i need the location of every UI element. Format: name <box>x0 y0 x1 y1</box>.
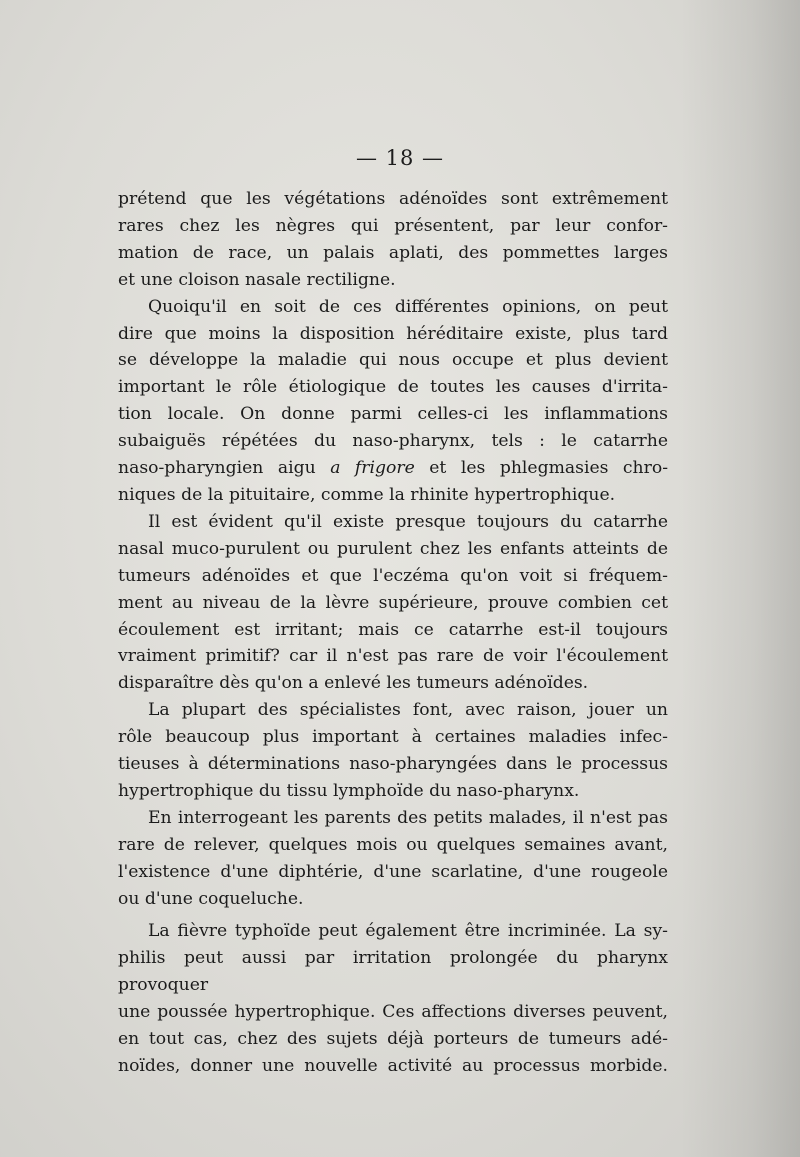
text-line: rôle beaucoup plus important à certaines maladies infec- <box>118 727 668 748</box>
text-line: tumeurs adénoïdes et que l'eczéma qu'on voit si fréquem- <box>118 565 668 586</box>
paragraph-4 <box>118 697 668 805</box>
text-line: en tout cas, chez des sujets déjà porteurs de tumeurs adé- <box>118 1029 668 1050</box>
text-line: niques de la pituitaire, comme la rhinite hypertrophique. <box>118 484 616 505</box>
text-line: écoulement est irritant; mais ce catarrhe est-il toujours <box>118 619 668 640</box>
paragraph-6 <box>118 918 668 1079</box>
paragraph-2 <box>118 294 668 509</box>
text-line: important le rôle étiologique de toutes les causes d'irrita- <box>118 377 668 398</box>
body-text <box>118 186 668 1080</box>
page-number: — 18 — <box>355 146 445 170</box>
italic-phrase: a frigore <box>330 458 415 479</box>
text-line: dire que moins la disposition héréditaire existe, plus tard <box>118 323 668 344</box>
text-line: et une cloison nasale rectiligne. <box>118 269 396 290</box>
text-line: La plupart des spécialistes font, avec raison, jouer un <box>148 700 668 721</box>
text-line: tion locale. On donne parmi celles-ci les inflammations <box>118 404 668 425</box>
text-line: Quoiqu'il en soit de ces différentes opinions, on peut <box>148 296 668 317</box>
paragraph-3 <box>118 509 668 697</box>
text-line: l'existence d'une diphtérie, d'une scarlatine, d'une rougeole <box>118 861 668 882</box>
text-line: Il est évident qu'il existe presque toujours du catarrhe <box>148 511 668 532</box>
text-line: ou d'une coqueluche. <box>118 888 304 909</box>
text-line: tieuses à déterminations naso-pharyngées dans le processus <box>118 754 668 775</box>
text-line: disparaître dès qu'on a enlevé les tumeurs adénoïdes. <box>118 673 589 694</box>
text-line: En interrogeant les parents des petits malades, il n'est pas <box>148 807 668 828</box>
text-line: prétend que les végétations adénoïdes sont extrêmement <box>118 189 668 209</box>
paragraph-5 <box>118 805 668 913</box>
paragraph-1 <box>118 186 668 294</box>
text-segment: et les phlegmasies chro- <box>429 458 669 479</box>
text-line: ment au niveau de la lèvre supérieure, prouve combien cet <box>118 592 668 613</box>
text-line: La fièvre typhoïde peut également être incriminée. La sy- <box>148 921 668 942</box>
text-line: se développe la maladie qui nous occupe et plus devient <box>118 350 668 371</box>
text-line: vraiment primitif? car il n'est pas rare de voir l'écoulement <box>118 646 668 667</box>
text-line: subaiguës répétées du naso-pharynx, tels : le catarrhe <box>118 431 668 452</box>
text-line-mixed <box>118 455 668 482</box>
text-line: hypertrophique du tissu lymphoïde du naso-pharynx. <box>118 780 580 801</box>
text-line: une poussée hypertrophique. Ces affections diverses peuvent, <box>118 1002 668 1023</box>
text-line: philis peut aussi par irritation prolongée du pharynx provoquer <box>118 948 668 996</box>
text-line: nasal muco-purulent ou purulent chez les enfants atteints de <box>118 538 668 559</box>
text-line: rare de relever, quelques mois ou quelques semaines avant, <box>118 834 668 855</box>
text-line: noïdes, donner une nouvelle activité au processus morbide. <box>118 1056 668 1076</box>
text-line: rares chez les nègres qui présentent, par leur confor- <box>118 215 668 236</box>
text-segment: naso-pharyngien aigu <box>118 458 316 479</box>
text-line: mation de race, un palais aplati, des pommettes larges <box>118 242 668 263</box>
